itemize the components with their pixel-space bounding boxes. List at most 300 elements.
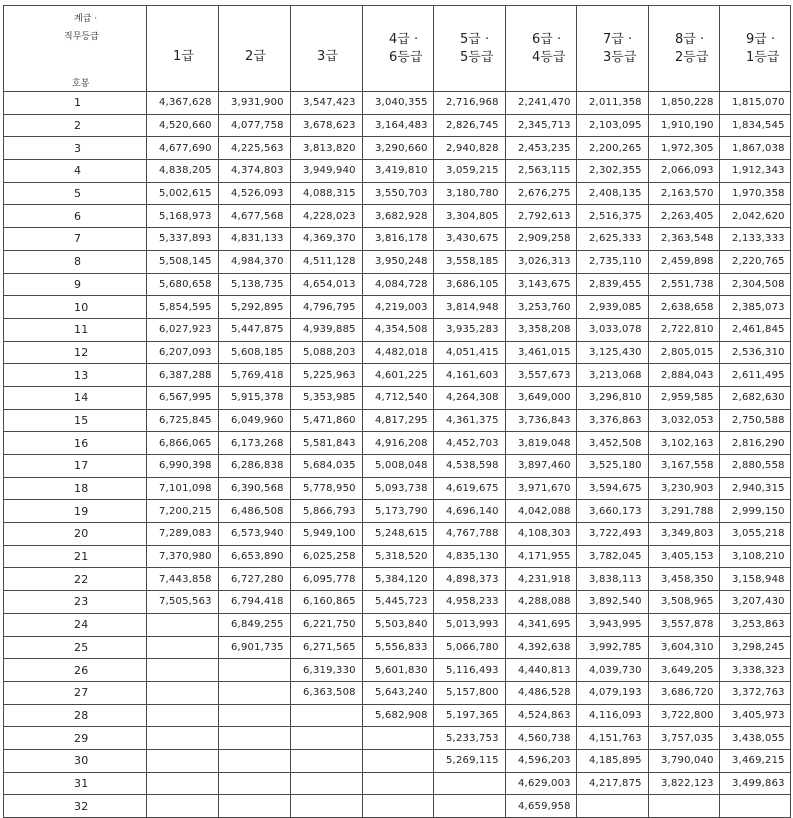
salary-cell: 6,049,960 [219,409,291,432]
salary-cell: 3,372,763 [720,681,791,704]
salary-cell: 5,002,615 [147,182,219,205]
salary-cell: 6,794,418 [219,591,291,614]
salary-cell: 1,850,228 [649,92,720,115]
salary-cell: 3,508,965 [649,591,720,614]
salary-cell: 3,660,173 [577,500,649,523]
salary-cell: 2,959,585 [649,386,720,409]
salary-cell: 3,722,493 [577,523,649,546]
table-row [4,160,791,183]
step-number-cell: 19 [4,500,147,523]
step-number-cell: 30 [4,749,147,772]
grade-header-9 [720,6,791,92]
salary-cell: 3,102,163 [649,432,720,455]
salary-cell: 3,686,105 [434,273,506,296]
table-row [4,613,791,636]
step-number-cell: 15 [4,409,147,432]
corner-label-grade: 계급 · [74,14,98,24]
salary-cell: 3,686,720 [649,681,720,704]
step-number-cell: 2 [4,114,147,137]
salary-cell: 3,682,928 [363,205,434,228]
salary-cell: 5,088,203 [291,341,363,364]
salary-cell: 5,949,100 [291,523,363,546]
salary-cell: 3,358,208 [506,318,577,341]
step-number-cell: 26 [4,659,147,682]
table-row [4,205,791,228]
salary-cell [291,727,363,750]
step-number-cell: 22 [4,568,147,591]
salary-cell: 6,363,508 [291,681,363,704]
salary-cell [291,795,363,818]
salary-cell: 5,769,418 [219,364,291,387]
salary-cell: 5,581,843 [291,432,363,455]
salary-cell: 4,185,895 [577,749,649,772]
salary-cell: 2,880,558 [720,455,791,478]
corner-label-job-level: 직무등급 [64,32,99,42]
salary-cell: 5,778,950 [291,477,363,500]
salary-cell [219,727,291,750]
salary-cell: 5,680,658 [147,273,219,296]
salary-cell: 3,822,123 [649,772,720,795]
salary-cell: 4,817,295 [363,409,434,432]
grade-header-label: 5급 · [460,31,490,47]
grade-header-label: 4급 · [389,31,419,47]
salary-cell: 3,253,863 [720,613,791,636]
corner-header [4,6,147,92]
salary-cell: 3,557,673 [506,364,577,387]
salary-cell: 2,241,470 [506,92,577,115]
salary-cell: 3,816,178 [363,228,434,251]
salary-cell: 5,445,723 [363,591,434,614]
step-number-cell: 8 [4,250,147,273]
salary-cell: 4,835,130 [434,545,506,568]
salary-cell: 5,384,120 [363,568,434,591]
salary-cell: 2,042,620 [720,205,791,228]
salary-cell: 2,516,375 [577,205,649,228]
table-row [4,749,791,772]
salary-cell: 5,503,840 [363,613,434,636]
salary-cell: 2,638,658 [649,296,720,319]
salary-cell: 6,390,568 [219,477,291,500]
salary-cell: 5,471,860 [291,409,363,432]
step-number-cell: 17 [4,455,147,478]
salary-cell: 3,469,215 [720,749,791,772]
salary-cell: 1,867,038 [720,137,791,160]
salary-cell: 3,376,863 [577,409,649,432]
table-row [4,114,791,137]
table-row [4,591,791,614]
grade-header-7 [577,6,649,92]
salary-cell: 3,338,323 [720,659,791,682]
grade-header-label: 2급 [245,49,266,64]
step-number-cell: 27 [4,681,147,704]
salary-cell [720,795,791,818]
salary-cell: 4,440,813 [506,659,577,682]
salary-cell: 4,958,233 [434,591,506,614]
salary-cell: 4,984,370 [219,250,291,273]
salary-cell: 3,931,900 [219,92,291,115]
salary-cell: 3,736,843 [506,409,577,432]
table-row [4,318,791,341]
salary-cell: 2,884,043 [649,364,720,387]
salary-cell: 3,971,670 [506,477,577,500]
salary-cell: 7,443,858 [147,568,219,591]
table-row [4,477,791,500]
salary-cell: 5,508,145 [147,250,219,273]
table-row [4,636,791,659]
grade-header-8 [649,6,720,92]
table-row [4,364,791,387]
salary-cell: 5,138,735 [219,273,291,296]
step-number-cell: 29 [4,727,147,750]
salary-cell: 6,027,923 [147,318,219,341]
salary-cell: 4,354,508 [363,318,434,341]
salary-cell: 2,716,968 [434,92,506,115]
grade-header-4 [363,6,434,92]
step-number-cell: 18 [4,477,147,500]
salary-cell: 4,482,018 [363,341,434,364]
salary-cell: 2,816,290 [720,432,791,455]
salary-cell: 2,940,315 [720,477,791,500]
step-number-cell: 16 [4,432,147,455]
salary-cell: 3,032,053 [649,409,720,432]
salary-cell: 2,536,310 [720,341,791,364]
salary-cell: 3,040,355 [363,92,434,115]
step-number-cell: 20 [4,523,147,546]
table-row [4,341,791,364]
salary-cell: 4,452,703 [434,432,506,455]
salary-cell: 6,573,940 [219,523,291,546]
salary-cell: 4,511,128 [291,250,363,273]
salary-cell: 3,814,948 [434,296,506,319]
salary-cell: 1,912,343 [720,160,791,183]
salary-cell: 3,838,113 [577,568,649,591]
salary-cell: 4,838,205 [147,160,219,183]
salary-cell: 4,898,373 [434,568,506,591]
salary-cell: 3,419,810 [363,160,434,183]
salary-cell: 3,405,973 [720,704,791,727]
salary-cell: 2,263,405 [649,205,720,228]
salary-cell: 4,796,795 [291,296,363,319]
salary-cell: 4,520,660 [147,114,219,137]
salary-cell: 5,197,365 [434,704,506,727]
salary-cell: 3,430,675 [434,228,506,251]
salary-cell: 5,447,875 [219,318,291,341]
salary-cell: 5,556,833 [363,636,434,659]
salary-cell: 4,231,918 [506,568,577,591]
salary-cell: 5,866,793 [291,500,363,523]
salary-cell [363,795,434,818]
salary-cell: 3,757,035 [649,727,720,750]
table-row [4,727,791,750]
salary-cell: 4,042,088 [506,500,577,523]
salary-cell: 3,550,703 [363,182,434,205]
grade-header-sublabel: 3등급 [603,49,637,65]
salary-cell: 4,367,628 [147,92,219,115]
salary-cell: 4,288,088 [506,591,577,614]
salary-cell: 3,108,210 [720,545,791,568]
salary-cell: 2,011,358 [577,92,649,115]
salary-cell: 4,560,738 [506,727,577,750]
step-number-cell: 4 [4,160,147,183]
salary-cell [147,704,219,727]
salary-cell: 6,095,778 [291,568,363,591]
salary-cell: 4,116,093 [577,704,649,727]
table-row [4,659,791,682]
salary-cell: 4,264,308 [434,386,506,409]
salary-cell: 4,079,193 [577,681,649,704]
step-number-cell: 12 [4,341,147,364]
salary-cell: 4,831,133 [219,228,291,251]
salary-cell: 2,461,845 [720,318,791,341]
salary-cell [219,772,291,795]
salary-cell: 5,013,993 [434,613,506,636]
salary-cell: 5,643,240 [363,681,434,704]
salary-cell: 2,133,333 [720,228,791,251]
grade-header-sublabel: 4등급 [532,49,566,65]
salary-cell: 3,207,430 [720,591,791,614]
salary-cell: 6,849,255 [219,613,291,636]
salary-cell: 2,999,150 [720,500,791,523]
salary-cell: 7,370,980 [147,545,219,568]
step-number-cell: 28 [4,704,147,727]
salary-cell: 4,361,375 [434,409,506,432]
salary-cell: 2,625,333 [577,228,649,251]
salary-cell: 6,990,398 [147,455,219,478]
salary-cell: 2,792,613 [506,205,577,228]
salary-cell: 6,486,508 [219,500,291,523]
salary-cell: 5,854,595 [147,296,219,319]
salary-cell: 2,805,015 [649,341,720,364]
salary-cell: 4,374,803 [219,160,291,183]
salary-cell: 4,151,763 [577,727,649,750]
salary-cell: 5,337,893 [147,228,219,251]
salary-cell: 2,408,135 [577,182,649,205]
grade-header-sublabel: 1등급 [746,49,780,65]
salary-cell: 3,722,800 [649,704,720,727]
salary-cell: 2,302,355 [577,160,649,183]
salary-cell: 4,225,563 [219,137,291,160]
salary-cell: 3,649,000 [506,386,577,409]
salary-cell: 6,271,565 [291,636,363,659]
salary-cell [291,772,363,795]
step-number-cell: 13 [4,364,147,387]
salary-cell: 4,108,303 [506,523,577,546]
salary-cell [219,749,291,772]
salary-cell: 3,167,558 [649,455,720,478]
salary-cell: 4,538,598 [434,455,506,478]
table-row [4,500,791,523]
step-number-cell: 3 [4,137,147,160]
salary-cell: 3,790,040 [649,749,720,772]
grade-header-5 [434,6,506,92]
salary-cell: 4,341,695 [506,613,577,636]
salary-cell: 2,939,085 [577,296,649,319]
salary-cell: 4,596,203 [506,749,577,772]
salary-cell: 3,557,878 [649,613,720,636]
salary-cell: 4,619,675 [434,477,506,500]
salary-cell: 4,369,370 [291,228,363,251]
salary-cell: 2,839,455 [577,273,649,296]
salary-cell: 3,819,048 [506,432,577,455]
salary-cell: 4,677,568 [219,205,291,228]
grade-header-label: 9급 · [746,31,776,47]
salary-cell [291,749,363,772]
salary-cell: 1,910,190 [649,114,720,137]
grade-header-sublabel: 6등급 [389,49,423,65]
step-number-cell: 24 [4,613,147,636]
salary-cell [147,681,219,704]
salary-cell: 2,611,495 [720,364,791,387]
salary-cell: 4,526,093 [219,182,291,205]
salary-cell: 3,950,248 [363,250,434,273]
salary-cell: 1,815,070 [720,92,791,115]
salary-cell [147,613,219,636]
salary-cell: 5,116,493 [434,659,506,682]
salary-cell: 2,563,115 [506,160,577,183]
table-row [4,296,791,319]
salary-cell: 3,349,803 [649,523,720,546]
salary-cell: 2,345,713 [506,114,577,137]
salary-cell: 2,826,745 [434,114,506,137]
salary-cell: 6,653,890 [219,545,291,568]
salary-cell: 3,304,805 [434,205,506,228]
salary-cell: 4,077,758 [219,114,291,137]
salary-cell: 4,916,208 [363,432,434,455]
salary-cell: 3,253,760 [506,296,577,319]
salary-cell: 4,171,955 [506,545,577,568]
salary-cell: 3,158,948 [720,568,791,591]
salary-cell [147,749,219,772]
salary-cell: 3,291,788 [649,500,720,523]
salary-cell: 3,461,015 [506,341,577,364]
salary-cell: 5,225,963 [291,364,363,387]
salary-cell: 7,505,563 [147,591,219,614]
grade-header-label: 6급 · [532,31,562,47]
salary-cell: 5,093,738 [363,477,434,500]
salary-cell: 4,039,730 [577,659,649,682]
salary-cell: 5,601,830 [363,659,434,682]
salary-cell: 2,103,095 [577,114,649,137]
salary-cell: 6,866,065 [147,432,219,455]
salary-cell: 4,939,885 [291,318,363,341]
salary-cell: 2,940,828 [434,137,506,160]
grade-header-label: 1급 [173,49,194,64]
salary-cell [363,772,434,795]
salary-cell: 5,608,185 [219,341,291,364]
table-row [4,228,791,251]
salary-cell [147,727,219,750]
salary-cell: 2,682,630 [720,386,791,409]
salary-cell: 4,088,315 [291,182,363,205]
salary-cell: 3,059,215 [434,160,506,183]
salary-cell: 2,676,275 [506,182,577,205]
salary-cell: 3,547,423 [291,92,363,115]
grade-header-label: 3급 [317,49,338,64]
step-number-cell: 25 [4,636,147,659]
step-number-cell: 1 [4,92,147,115]
salary-cell: 1,970,358 [720,182,791,205]
salary-cell: 4,654,013 [291,273,363,296]
salary-cell: 2,551,738 [649,273,720,296]
salary-cell: 3,678,623 [291,114,363,137]
salary-cell: 3,230,903 [649,477,720,500]
table-row [4,182,791,205]
salary-cell: 3,458,350 [649,568,720,591]
table-row [4,523,791,546]
salary-cell: 4,051,415 [434,341,506,364]
salary-cell: 4,217,875 [577,772,649,795]
header-row [4,6,791,92]
table-row [4,137,791,160]
salary-cell: 7,200,215 [147,500,219,523]
table-row [4,250,791,273]
salary-cell [147,795,219,818]
step-number-cell: 9 [4,273,147,296]
salary-cell: 3,298,245 [720,636,791,659]
salary-cell: 6,727,280 [219,568,291,591]
salary-cell: 3,892,540 [577,591,649,614]
salary-cell: 1,834,545 [720,114,791,137]
table-row [4,409,791,432]
salary-cell: 4,084,728 [363,273,434,296]
table-row [4,455,791,478]
salary-cell: 2,735,110 [577,250,649,273]
salary-cell: 5,292,895 [219,296,291,319]
table-row [4,432,791,455]
salary-cell: 5,173,790 [363,500,434,523]
salary-cell: 2,163,570 [649,182,720,205]
salary-cell: 6,221,750 [291,613,363,636]
salary-cell [219,659,291,682]
salary-cell [219,681,291,704]
salary-cell: 6,173,268 [219,432,291,455]
salary-cell: 2,304,508 [720,273,791,296]
grade-header-sublabel: 5등급 [460,49,494,65]
salary-cell: 3,290,660 [363,137,434,160]
step-number-cell: 32 [4,795,147,818]
salary-cell: 3,055,218 [720,523,791,546]
salary-cell: 6,025,258 [291,545,363,568]
step-number-cell: 6 [4,205,147,228]
salary-cell: 5,233,753 [434,727,506,750]
table-row [4,704,791,727]
salary-cell [649,795,720,818]
salary-cell: 4,712,540 [363,386,434,409]
salary-cell [147,659,219,682]
salary-cell: 6,387,288 [147,364,219,387]
salary-cell: 3,296,810 [577,386,649,409]
salary-cell: 6,160,865 [291,591,363,614]
table-row [4,92,791,115]
grade-header-label: 8급 · [675,31,705,47]
salary-cell: 3,935,283 [434,318,506,341]
salary-cell: 4,392,638 [506,636,577,659]
salary-cell [147,772,219,795]
salary-cell: 3,813,820 [291,137,363,160]
salary-cell: 4,219,003 [363,296,434,319]
salary-cell: 2,363,548 [649,228,720,251]
step-number-cell: 10 [4,296,147,319]
salary-cell [434,772,506,795]
salary-cell [219,795,291,818]
corner-label-step: 호봉 [72,79,90,89]
salary-cell: 2,200,265 [577,137,649,160]
grade-header-label: 7급 · [603,31,633,47]
step-number-cell: 31 [4,772,147,795]
salary-cell: 1,972,305 [649,137,720,160]
salary-cell: 7,289,083 [147,523,219,546]
salary-cell: 2,220,765 [720,250,791,273]
